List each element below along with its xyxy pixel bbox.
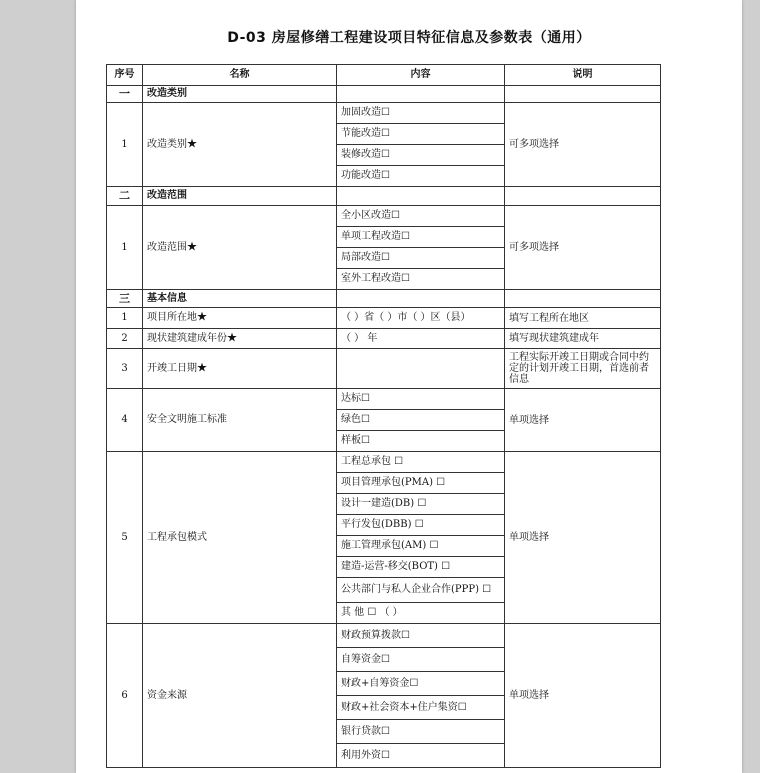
row-number: 3 [107, 349, 143, 389]
option-cell: 室外工程改造☐ [337, 269, 505, 290]
section-number: 二 [107, 187, 143, 206]
header-content: 内容 [337, 65, 505, 86]
row-note: 工程实际开竣工日期或合同中约定的计划开竣工日期，首选前者信息 [505, 349, 661, 389]
option-cell: 建造-运营-移交(BOT) ☐ [337, 557, 505, 578]
table-header-row [107, 65, 661, 86]
option-cell: 公共部门与私人企业合作(PPP) ☐ [337, 578, 505, 603]
section-name: 改造范围 [143, 187, 337, 206]
table-row [107, 103, 661, 124]
option-cell: 利用外资☐ [337, 744, 505, 768]
row-note: 单项选择 [505, 452, 661, 624]
option-cell: 单项工程改造☐ [337, 227, 505, 248]
document-page [76, 0, 742, 773]
option-cell [337, 349, 505, 389]
option-cell: 局部改造☐ [337, 248, 505, 269]
table-row [107, 349, 661, 389]
row-name: 改造类别★ [143, 103, 337, 187]
option-cell: 财政+社会资本+住户集资☐ [337, 696, 505, 720]
option-cell: 项目管理承包(PMA) ☐ [337, 473, 505, 494]
section-number: 一 [107, 86, 143, 103]
option-cell: （ ） 年 [337, 329, 505, 349]
row-name: 开竣工日期★ [143, 349, 337, 389]
row-note: 填写现状建筑建成年 [505, 329, 661, 349]
section-empty-cell [505, 290, 661, 308]
table-row [107, 206, 661, 227]
header-number: 序号 [107, 65, 143, 86]
row-number: 1 [107, 103, 143, 187]
option-cell: 财政+自筹资金☐ [337, 672, 505, 696]
document-title: D-03 房屋修缮工程建设项目特征信息及参数表（通用） [227, 30, 591, 46]
section-empty-cell [337, 290, 505, 308]
row-number: 5 [107, 452, 143, 624]
row-note: 可多项选择 [505, 206, 661, 290]
section-empty-cell [337, 187, 505, 206]
table-row [107, 329, 661, 349]
row-note: 填写工程所在地区 [505, 308, 661, 329]
section-empty-cell [505, 86, 661, 103]
option-cell: 银行贷款☐ [337, 720, 505, 744]
row-name: 安全文明施工标准 [143, 389, 337, 452]
row-note: 单项选择 [505, 389, 661, 452]
option-cell: 设计一建造(DB) ☐ [337, 494, 505, 515]
parameter-table [106, 64, 661, 768]
table-row [107, 308, 661, 329]
section-row [107, 187, 661, 206]
row-number: 1 [107, 206, 143, 290]
option-cell: 样板☐ [337, 431, 505, 452]
row-number: 1 [107, 308, 143, 329]
table-row [107, 389, 661, 410]
section-row [107, 86, 661, 103]
option-cell: 平行发包(DBB) ☐ [337, 515, 505, 536]
row-name: 改造范围★ [143, 206, 337, 290]
row-name: 工程承包模式 [143, 452, 337, 624]
option-cell: 施工管理承包(AM) ☐ [337, 536, 505, 557]
option-cell: 工程总承包 ☐ [337, 452, 505, 473]
table-body [107, 86, 661, 768]
section-name: 基本信息 [143, 290, 337, 308]
option-cell: 装修改造☐ [337, 145, 505, 166]
option-cell: 节能改造☐ [337, 124, 505, 145]
header-note: 说明 [505, 65, 661, 86]
header-name: 名称 [143, 65, 337, 86]
section-number: 三 [107, 290, 143, 308]
section-empty-cell [505, 187, 661, 206]
section-empty-cell [337, 86, 505, 103]
table-row [107, 452, 661, 473]
option-cell: 其 他 ☐ （ ） [337, 603, 505, 624]
row-note: 可多项选择 [505, 103, 661, 187]
section-name: 改造类别 [143, 86, 337, 103]
row-note: 单项选择 [505, 624, 661, 768]
row-number: 4 [107, 389, 143, 452]
option-cell: 绿色☐ [337, 410, 505, 431]
option-cell: 加固改造☐ [337, 103, 505, 124]
row-name: 现状建筑建成年份★ [143, 329, 337, 349]
option-cell: 全小区改造☐ [337, 206, 505, 227]
table-row [107, 624, 661, 648]
option-cell: （ ）省（ ）市（ ）区（县） [337, 308, 505, 329]
section-row [107, 290, 661, 308]
row-number: 2 [107, 329, 143, 349]
row-name: 资金来源 [143, 624, 337, 768]
option-cell: 财政预算拨款☐ [337, 624, 505, 648]
row-number: 6 [107, 624, 143, 768]
row-name: 项目所在地★ [143, 308, 337, 329]
option-cell: 自筹资金☐ [337, 648, 505, 672]
option-cell: 功能改造☐ [337, 166, 505, 187]
option-cell: 达标☐ [337, 389, 505, 410]
